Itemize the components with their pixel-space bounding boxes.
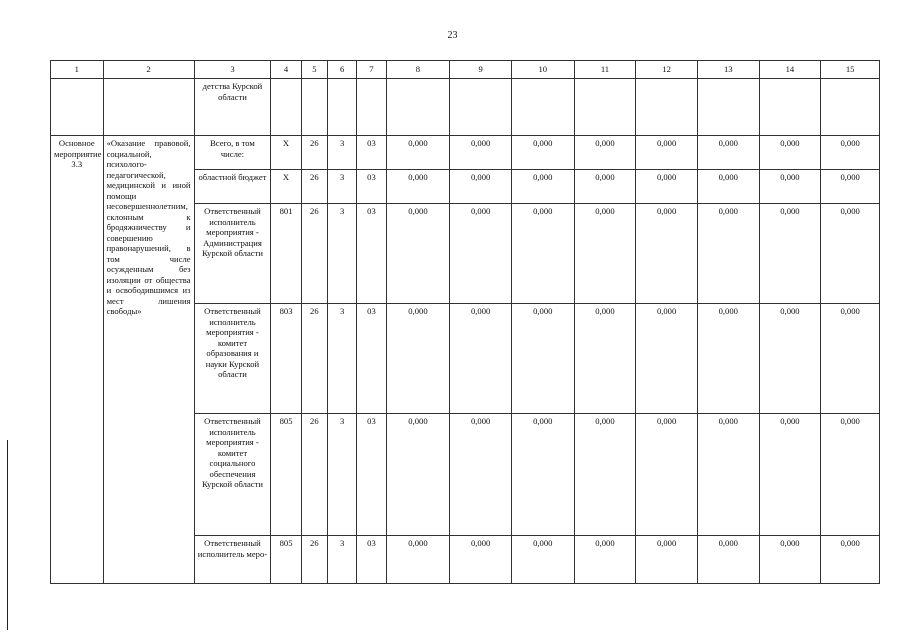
value-cell: 0,000 (450, 536, 512, 584)
code-cell: 805 (271, 536, 301, 584)
value-cell: 0,000 (759, 304, 821, 414)
value-cell: 0,000 (697, 136, 759, 170)
value-cell: 0,000 (636, 136, 698, 170)
value-cell: 0,000 (574, 204, 636, 304)
value-cell: 0,000 (386, 136, 450, 170)
code-cell: 801 (271, 204, 301, 304)
column-header: 3 (194, 61, 271, 79)
value-cell: 0,000 (821, 536, 880, 584)
column-header: 5 (301, 61, 327, 79)
source-cell: областной бюджет (194, 170, 271, 204)
value-cell: 0,000 (636, 170, 698, 204)
value-cell: 0,000 (574, 136, 636, 170)
value-cell: 0,000 (821, 170, 880, 204)
code-cell: 805 (271, 414, 301, 536)
column-header: 7 (357, 61, 386, 79)
value-cell: 0,000 (821, 204, 880, 304)
column-header: 11 (574, 61, 636, 79)
value-cell: 0,000 (697, 304, 759, 414)
value-cell: 0,000 (697, 170, 759, 204)
value-cell: 0,000 (759, 536, 821, 584)
code-cell: 3 (327, 414, 356, 536)
value-cell: 0,000 (511, 414, 574, 536)
source-cell: Ответственный исполнитель мероприятия - комитет социального обеспечения Курской области (194, 414, 271, 536)
column-header: 14 (759, 61, 821, 79)
value-cell: 0,000 (759, 204, 821, 304)
value-cell: 0,000 (386, 304, 450, 414)
value-cell: 0,000 (450, 414, 512, 536)
value-cell: 0,000 (511, 304, 574, 414)
value-cell: 0,000 (821, 414, 880, 536)
code-cell: 26 (301, 136, 327, 170)
budget-table (50, 60, 880, 584)
page-number: 23 (447, 30, 458, 41)
value-cell: 0,000 (511, 170, 574, 204)
code-cell: 3 (327, 204, 356, 304)
value-cell: 0,000 (386, 204, 450, 304)
value-cell: 0,000 (759, 170, 821, 204)
value-cell: 0,000 (636, 536, 698, 584)
column-header: 4 (271, 61, 301, 79)
margin-line (7, 440, 8, 630)
code-cell: 803 (271, 304, 301, 414)
code-cell: 03 (357, 304, 386, 414)
value-cell: 0,000 (821, 304, 880, 414)
source-cell: Ответственный исполнитель мероприятия - комитет образования и науки Курской области (194, 304, 271, 414)
code-cell: 03 (357, 170, 386, 204)
value-cell: 0,000 (636, 204, 698, 304)
header-row (51, 61, 880, 79)
source-cell: Всего, в том числе: (194, 136, 271, 170)
source-cell: Ответственный исполнитель меро- (194, 536, 271, 584)
value-cell: 0,000 (574, 536, 636, 584)
activity-title: Основное мероприятие 3.3 (51, 136, 104, 584)
value-cell: 0,000 (574, 414, 636, 536)
value-cell: 0,000 (697, 414, 759, 536)
code-cell: 26 (301, 536, 327, 584)
code-cell: 03 (357, 536, 386, 584)
value-cell: 0,000 (697, 204, 759, 304)
value-cell: 0,000 (450, 136, 512, 170)
code-cell: 26 (301, 204, 327, 304)
activity-description: «Оказание правовой, социальной, психолого-педагогической, медицинской и иной помощи несовершеннолетним, склонным к бродяжничеству и совершению правонарушений, в том числе осужденным без изоляции от общества и освободившимся из мест лишения свободы» (103, 136, 194, 584)
code-cell: 3 (327, 536, 356, 584)
value-cell: 0,000 (386, 414, 450, 536)
code-cell: 03 (357, 204, 386, 304)
source-cell: Ответственный исполнитель мероприятия - Администрация Курской области (194, 204, 271, 304)
code-cell: 3 (327, 170, 356, 204)
value-cell: 0,000 (511, 136, 574, 170)
value-cell: 0,000 (697, 536, 759, 584)
column-header: 13 (697, 61, 759, 79)
column-header: 1 (51, 61, 104, 79)
code-cell: 03 (357, 414, 386, 536)
column-header: 12 (636, 61, 698, 79)
code-cell: 3 (327, 136, 356, 170)
value-cell: 0,000 (511, 536, 574, 584)
value-cell: 0,000 (636, 414, 698, 536)
code-cell: 26 (301, 414, 327, 536)
code-cell: Х (271, 136, 301, 170)
value-cell: 0,000 (574, 304, 636, 414)
value-cell: 0,000 (759, 136, 821, 170)
value-cell: 0,000 (759, 414, 821, 536)
value-cell: 0,000 (386, 170, 450, 204)
column-header: 9 (450, 61, 512, 79)
column-header: 10 (511, 61, 574, 79)
table-row (51, 136, 880, 170)
value-cell: 0,000 (511, 204, 574, 304)
value-cell: 0,000 (386, 536, 450, 584)
value-cell: 0,000 (450, 204, 512, 304)
value-cell: 0,000 (450, 304, 512, 414)
value-cell: 0,000 (636, 304, 698, 414)
source-cell: детства Курской области (194, 79, 271, 136)
column-header: 2 (103, 61, 194, 79)
value-cell: 0,000 (821, 136, 880, 170)
value-cell: 0,000 (574, 170, 636, 204)
code-cell: 03 (357, 136, 386, 170)
column-header: 15 (821, 61, 880, 79)
column-header: 8 (386, 61, 450, 79)
value-cell: 0,000 (450, 170, 512, 204)
column-header: 6 (327, 61, 356, 79)
table-row (51, 79, 880, 136)
code-cell: 26 (301, 304, 327, 414)
code-cell: Х (271, 170, 301, 204)
code-cell: 26 (301, 170, 327, 204)
code-cell: 3 (327, 304, 356, 414)
